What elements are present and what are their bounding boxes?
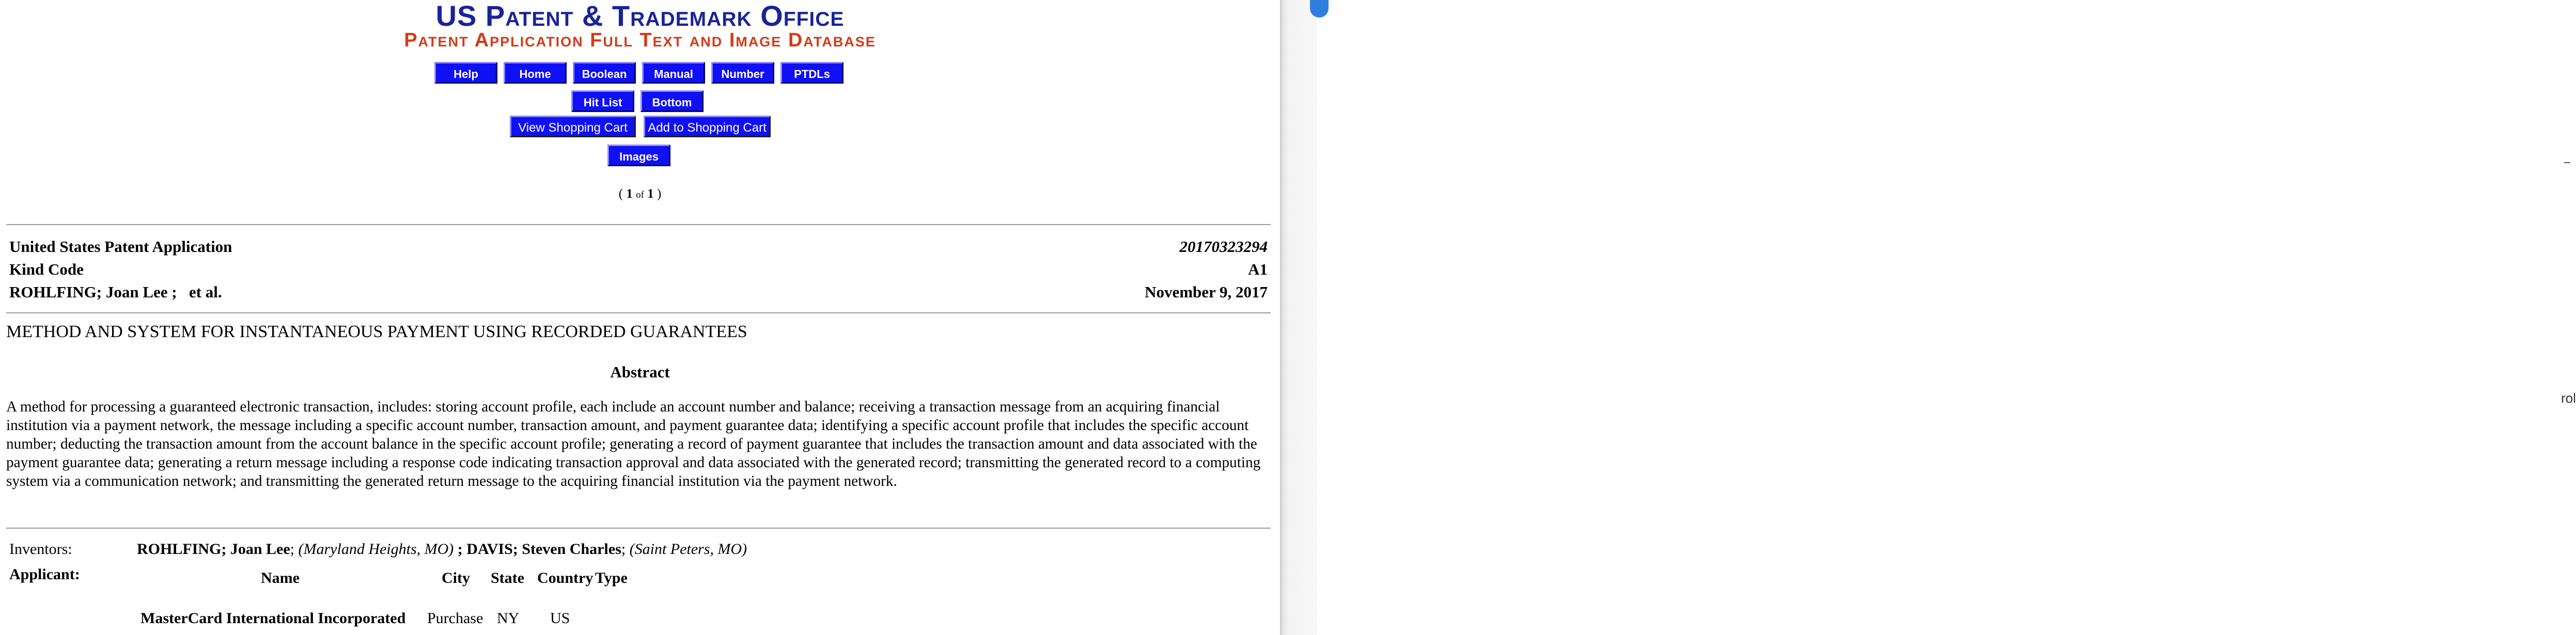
images-button[interactable]: Images — [607, 145, 670, 166]
applicant-col-country: Country — [537, 569, 594, 586]
applicant-state: NY — [497, 610, 520, 627]
applicant-col-state: State — [491, 569, 524, 586]
number-button[interactable]: Number — [711, 62, 774, 84]
document-type: United States Patent Application — [9, 237, 232, 256]
applicant-col-name: Name — [261, 569, 300, 586]
first-inventor: ROHLFING; Joan Lee ; et al. — [9, 283, 222, 301]
inventor-separator: ; — [457, 541, 463, 558]
home-button[interactable]: Home — [504, 62, 567, 84]
boolean-button[interactable]: Boolean — [573, 62, 636, 84]
paging-current: 1 — [626, 187, 633, 201]
abstract-heading: Abstract — [610, 363, 670, 381]
applicant-label: Applicant: — [9, 566, 80, 583]
inventors-label: Inventors: — [9, 541, 72, 558]
applicant-name: MasterCard International Incorporated — [140, 610, 406, 627]
kind-code: A1 — [1248, 260, 1268, 278]
divider-2 — [6, 312, 1271, 313]
background-fragment-text: rol — [2561, 390, 2576, 406]
patent-title: METHOD AND SYSTEM FOR INSTANTANEOUS PAYMENT USING RECORDED GUARANTEES — [6, 322, 747, 341]
divider-1 — [6, 224, 1271, 225]
background-fragment-mark — [2564, 150, 2570, 163]
view-shopping-cart-button[interactable]: View Shopping Cart — [510, 116, 636, 137]
ptdls-button[interactable]: PTDLs — [780, 62, 844, 84]
publication-date: November 9, 2017 — [1145, 283, 1268, 301]
applicant-city: Purchase — [427, 610, 483, 627]
help-button[interactable]: Help — [434, 62, 497, 84]
patent-page — [0, 0, 1280, 635]
hit-list-button[interactable]: Hit List — [571, 90, 634, 112]
add-to-shopping-cart-button[interactable]: Add to Shopping Cart — [644, 116, 771, 137]
divider-3 — [6, 528, 1271, 529]
background-app-icon — [1310, 0, 1329, 18]
site-title: US Patent & Trademark Office — [435, 0, 845, 32]
applicant-country: US — [550, 610, 570, 627]
site-subtitle: Patent Application Full Text and Image Database — [404, 29, 876, 51]
paging-of: of — [636, 189, 644, 200]
inventor-2-location: (Saint Peters, MO) — [629, 541, 747, 558]
kind-code-label: Kind Code — [9, 260, 84, 278]
inventors-list: ROHLFING; Joan Lee; (Maryland Heights, MO) ; DAVIS; Steven Charles; (Saint Peters, MO) — [137, 541, 747, 558]
paging-total: 1 — [647, 187, 654, 201]
inventor-1-location: (Maryland Heights, MO) — [298, 541, 454, 558]
abstract-text: A method for processing a guaranteed electronic transaction, includes: storing account profile, each include an account number and balance; receiving a transaction message from an acquiring financial institution via a payment network, the message including a specific account number, transaction amount, and payment guarantee data; identifying a specific account profile that includes the specific account number; deducting the transaction amount from the account balance in the specific account profile; generating a record of payment guarantee that includes the transaction amount and data associated with the payment guarantee data; generating a return message including a response code indicating transaction approval and data associated with the generated record; transmitting the generated record to a computing system via a communication network; and transmitting the generated return message to the acquiring financial institution via the payment network. — [6, 399, 1261, 489]
applicant-col-city: City — [442, 569, 470, 586]
background-window — [1280, 0, 2576, 635]
applicant-col-type: Type — [595, 569, 628, 586]
manual-button[interactable]: Manual — [642, 62, 705, 84]
bottom-button[interactable]: Bottom — [641, 90, 704, 112]
inventor-2-name: DAVIS; Steven Charles — [466, 541, 621, 558]
result-paging: ( 1 of 1 ) — [618, 187, 662, 201]
inventor-1-name: ROHLFING; Joan Lee — [137, 541, 290, 558]
publication-number: 20170323294 — [1179, 237, 1268, 256]
